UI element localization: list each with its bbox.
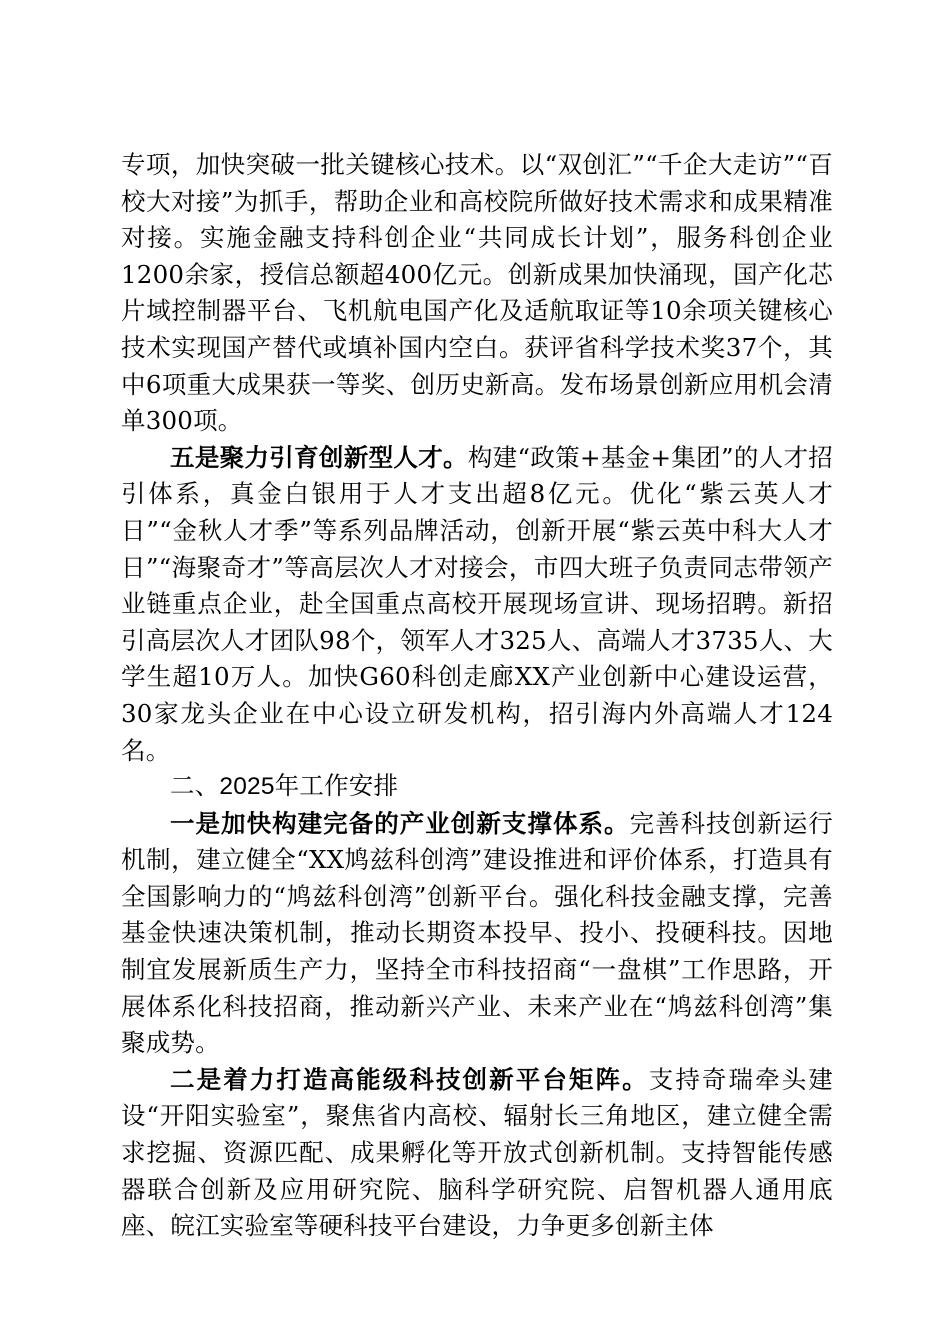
paragraph-lead: 二是着力打造高能级科技创新平台矩阵。 <box>170 1064 649 1094</box>
paragraph-text: 构建“政策+基金+集团”的人才招引体系，真金白银用于人才支出超8亿元。优化“紫云英人才日”“金秋人才季”等系列品牌活动，创新开展“紫云英中科大人才日”“海聚奇才”等高层次人才对接会，市四大班子负责同志带领产业链重点企业，赴全国重点高校开展现场宣讲、现场招聘。新招引高层次人才团队98个，领军人才325人、高端人才3735人、大学生超10万人。加快G60科创走廊XX产业创新中心建设运营，30家龙头企业在中心设立研发机构，招引海内外高端人才124名。 <box>121 442 833 765</box>
paragraph-plan-1 <box>121 806 833 1062</box>
paragraph-continued <box>121 147 833 440</box>
paragraph-text: 专项，加快突破一批关键核心技术。以“双创汇”“千企大走访”“百校大对接”为抓手，帮助企业和高校院所做好技术需求和成果精准对接。实施金融支持科创企业“共同成长计划”，服务科创企业1200余家，授信总额超400亿元。创新成果加快涌现，国产化芯片域控制器平台、飞机航电国产化及适航取证等10余项关键核心技术实现国产替代或填补国内空白。获评省科学技术奖37个，其中6项重大成果获一等奖、创历史新高。发布场景创新应用机会清单300项。 <box>121 150 833 436</box>
paragraph-text: 完善科技创新运行机制，建立健全“XX鸠兹科创湾”建设推进和评价体系，打造具有全国影响力的“鸠兹科创湾”创新平台。强化科技金融支撑，完善基金快速决策机制，推动长期资本投早、投小、投硬科技。因地制宜发展新质生产力，坚持全市科技招商“一盘棋”工作思路，开展体系化科技招商，推动新兴产业、未来产业在“鸠兹科创湾”集聚成势。 <box>121 808 833 1058</box>
paragraph-text: 支持奇瑞牵头建设“开阳实验室”，聚焦省内高校、辐射长三角地区，建立健全需求挖掘、资源匹配、成果孵化等开放式创新机制。支持智能传感器联合创新及应用研究院、脑科学研究院、启智机器人通用底座、皖江实验室等硬科技平台建设，力争更多创新主体 <box>121 1064 833 1241</box>
paragraph-lead: 五是聚力引育创新型人才。 <box>170 442 468 472</box>
paragraph-lead: 一是加快构建完备的产业创新支撑体系。 <box>170 808 630 838</box>
paragraph-plan-2 <box>121 1062 833 1245</box>
document-body <box>121 147 833 1245</box>
section-heading-text: 二、2025年工作安排 <box>170 773 399 801</box>
section-heading <box>121 769 833 806</box>
paragraph-point-5 <box>121 440 833 769</box>
